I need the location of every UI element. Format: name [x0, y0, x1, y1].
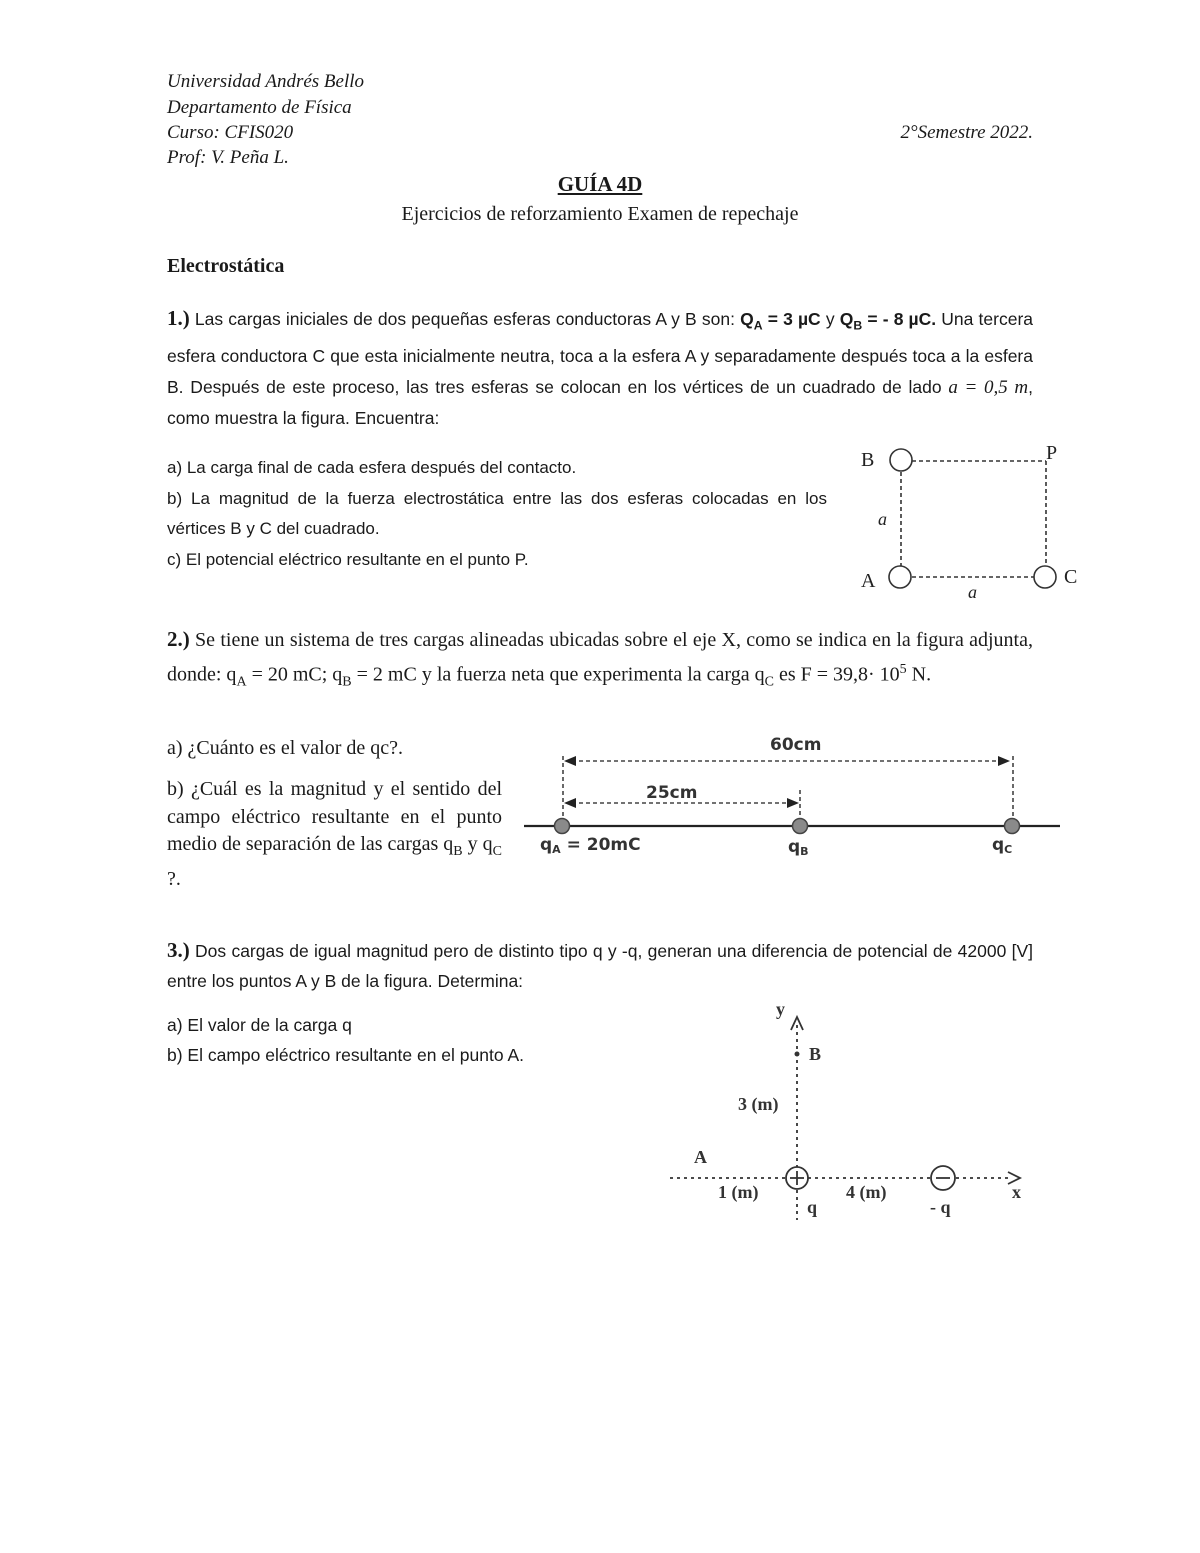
charge-qa [555, 819, 570, 834]
sphere-a [889, 566, 911, 588]
problem-2-exp: 5 [899, 662, 907, 677]
problem-2-item-b-end: ?. [167, 867, 181, 890]
section-heading: Electrostática [167, 255, 285, 277]
label-side-bottom: a [968, 582, 977, 602]
problem-2-unit: N. [906, 663, 932, 686]
arrowhead-60-right [998, 756, 1010, 766]
problem-1-text-b: Una tercera esfera conductora C que esta inicialmente neutra, toca a la esfera A y separadamente después toca a la esfera B. Después de este proceso, las tres esferas se colocan en los vértices de un cuadrado de lado [167, 309, 1034, 397]
sphere-b [890, 449, 912, 471]
charge-qc [1005, 819, 1020, 834]
problem-1-item-a: a) La carga final de cada esfera después del contacto. [167, 458, 577, 477]
problem-3-number: 3.) [167, 938, 190, 962]
problem-3-items [167, 1010, 667, 1070]
axis-y-label: y [776, 999, 785, 1019]
label-c: C [1064, 566, 1078, 588]
y-axis-arrow [791, 1017, 803, 1030]
problem-3-item-a: a) El valor de la carga q [167, 1015, 352, 1035]
problem-2-qb-val: = 2 mC y la fuerza neta que experimenta la carga q [351, 663, 765, 686]
dim-label-25: 25cm [646, 783, 698, 803]
problem-1-items [167, 453, 827, 575]
problem-1-item-c: c) El potencial eléctrico resultante en el punto P. [167, 549, 529, 569]
label-side-left: a [878, 509, 887, 529]
dist-1-label: 1 (m) [718, 1182, 759, 1202]
problem-2-number: 2.) [167, 627, 190, 651]
problem-1-text-a: Las cargas iniciales de dos pequeñas esferas conductoras A y B son: [189, 309, 741, 329]
problem-1-text-y: y [820, 309, 840, 329]
header-semester: 2°Semestre 2022. [900, 122, 1033, 143]
arrowhead-25-right [787, 798, 799, 808]
point-b-marker [795, 1052, 800, 1057]
problem-2-dot: · [868, 663, 875, 686]
charge-neg-label: - q [930, 1197, 951, 1217]
square-figure [850, 435, 1090, 605]
arrowhead-25-left [564, 798, 576, 808]
problem-1-side-expr: a = 0,5 m [948, 376, 1029, 398]
problem-2-item-b-mid: y q [462, 833, 493, 855]
page-subtitle: Ejercicios de reforzamiento Examen de repechaje [401, 203, 799, 225]
problem-1-number: 1.) [167, 306, 190, 330]
problem-1-qa-val: = 3 µC [762, 309, 821, 329]
problem-1-statement [167, 303, 1033, 434]
point-b-label: B [809, 1044, 822, 1064]
charge-qb [793, 819, 808, 834]
problem-3-text: Dos cargas de igual magnitud pero de distinto tipo q y -q, generan una diferencia de potencial de 42000 [V] entre los puntos A y B de la figura. Determina: [167, 941, 1033, 991]
problem-1-qb-val: = - 8 µC. [862, 309, 937, 329]
label-a: A [861, 570, 876, 592]
header-university: Universidad Andrés Bello [167, 71, 365, 92]
dist-3-label: 3 (m) [738, 1094, 779, 1114]
header-course: Curso: CFIS020 [167, 122, 294, 143]
problem-3-item-b: b) El campo eléctrico resultante en el punto A. [167, 1045, 525, 1065]
header-department: Departamento de Física [167, 97, 352, 118]
arrowhead-60-left [564, 756, 576, 766]
problem-2-ten: 10 [874, 663, 900, 686]
charge-label-qa: qA = 20mC [540, 835, 641, 856]
label-p: P [1046, 442, 1058, 464]
charge-label-qb: qB [788, 837, 809, 858]
axis-x-label: x [1012, 1182, 1021, 1202]
problem-2-text-a: Se tiene un sistema de tres cargas alineadas ubicadas sobre el eje X, como se indica en la figura adjunta, donde: q [167, 629, 1033, 686]
problem-1-text-c: , como muestra la figura. Encuentra: [167, 376, 1033, 428]
header-professor: Prof: V. Peña L. [167, 147, 289, 168]
problem-2-item-b [167, 776, 502, 893]
page-title: GUÍA 4D [557, 172, 643, 196]
sphere-c [1034, 566, 1056, 588]
label-b: B [861, 449, 875, 471]
axes-charges-figure [662, 995, 1042, 1225]
problem-2-item-b-sub1: B [453, 844, 463, 859]
dim-label-60: 60cm [770, 735, 822, 755]
charge-pos-label: q [807, 1197, 818, 1217]
problem-3-statement [167, 935, 1033, 996]
problem-1-qb-sub: B [853, 318, 863, 333]
linear-charges-figure [520, 728, 1065, 863]
problem-2-item-b-sub2: C [492, 844, 502, 859]
problem-2-statement [167, 625, 1033, 697]
problem-1-qa-sub: A [753, 318, 763, 333]
problem-2-qb-sub: B [342, 674, 352, 690]
problem-1-item-b: b) La magnitud de la fuerza electrostática entre las dos esferas colocadas en los vértices B y C del cuadrado. [167, 488, 827, 538]
problem-1-qb: Q [839, 309, 854, 329]
problem-2-item-a: a) ¿Cuánto es el valor de qc?. [167, 737, 404, 759]
problem-2-qc-sub: C [764, 674, 774, 690]
problem-2-qa-sub: A [236, 674, 247, 690]
problem-1-qa: Q [740, 309, 754, 329]
problem-2-item-b-text: b) ¿Cuál es la magnitud y el sentido del campo eléctrico resultante en el punto medio de separación de las cargas q [167, 778, 502, 855]
point-a-label: A [694, 1147, 707, 1167]
problem-2-text-b: es F = 39,8 [773, 663, 868, 686]
dist-4-label: 4 (m) [846, 1182, 887, 1202]
charge-label-qc: qC [992, 835, 1013, 856]
problem-2-qa-val: = 20 mC; q [246, 663, 343, 686]
